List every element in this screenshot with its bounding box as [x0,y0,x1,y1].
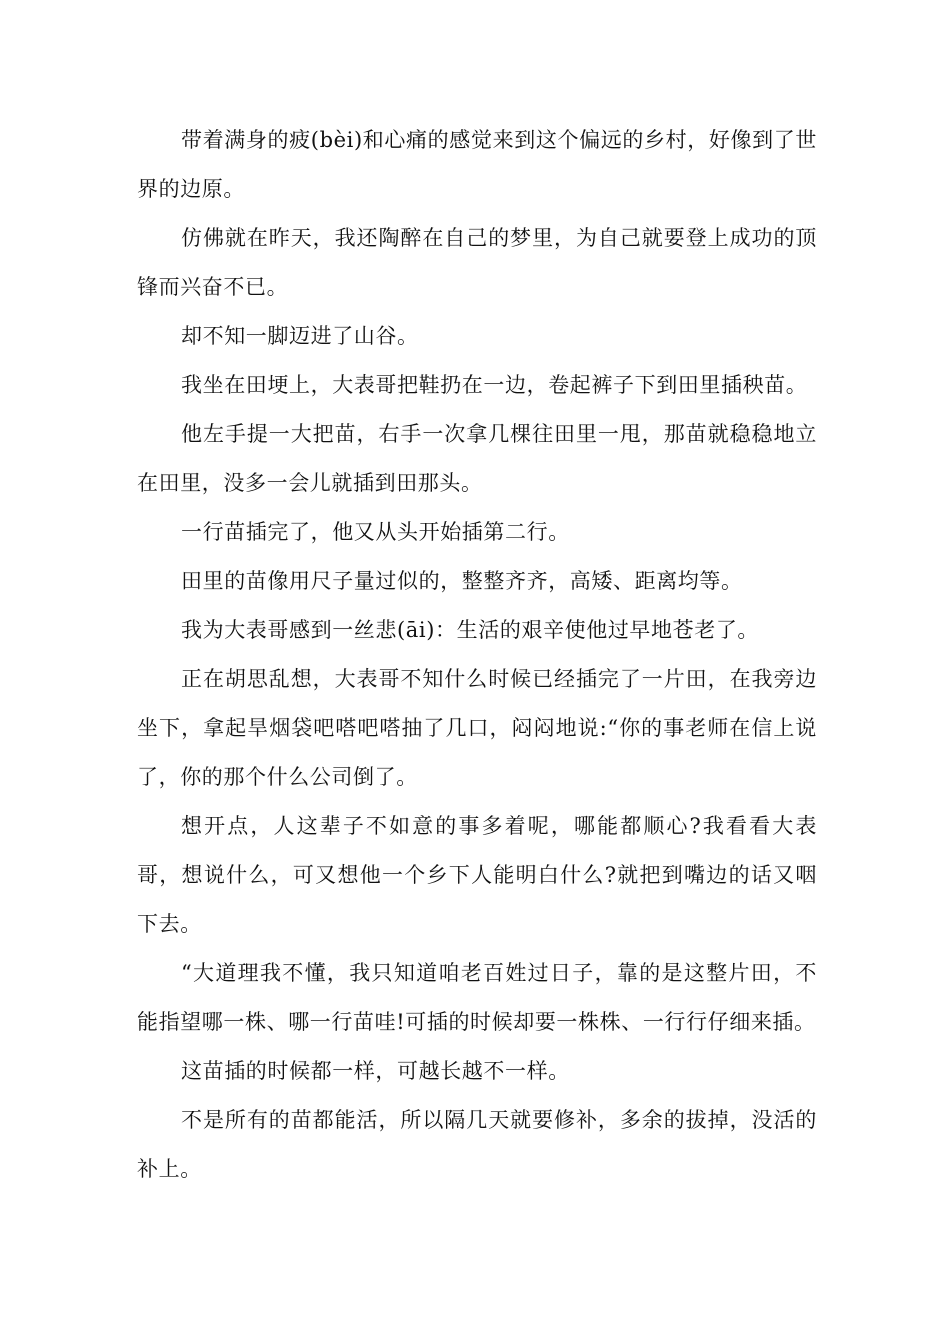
paragraph-9: 正在胡思乱想，大表哥不知什么时候已经插完了一片田，在我旁边坐下，拿起旱烟袋吧嗒吧嗒抽了几口，闷闷地说:“你的事老师在信上说了，你的那个什么公司倒了。 [137,667,817,789]
paragraph-6: 一行苗插完了，他又从头开始插第二行。 [181,520,570,544]
paragraph-4: 我坐在田埂上，大表哥把鞋扔在一边，卷起裤子下到田里插秧苗。 [181,373,808,397]
paragraph-10: 想开点，人这辈子不如意的事多着呢，哪能都顺心?我看看大表哥，想说什么，可又想他一个乡下人能明白什么?就把到嘴边的话又咽下去。 [137,814,817,936]
paragraph-1: 带着满身的疲(bèi)和心痛的感觉来到这个偏远的乡村，好像到了世界的边原。 [137,128,817,201]
paragraph-2: 仿佛就在昨天，我还陶醉在自己的梦里，为自己就要登上成功的顶锋而兴奋不已。 [137,226,817,299]
paragraph-11: “大道理我不懂，我只知道咱老百姓过日子，靠的是这整片田，不能指望哪一株、哪一行苗哇!可插的时候却要一株株、一行行仔细来插。 [137,961,817,1034]
paragraph-5: 他左手提一大把苗，右手一次拿几棵往田里一甩，那苗就稳稳地立在田里，没多一会儿就插到田那头。 [137,422,817,495]
paragraph-12: 这苗插的时候都一样，可越长越不一样。 [181,1059,570,1083]
document-body [137,116,817,1194]
paragraph-3: 却不知一脚迈进了山谷。 [181,324,419,348]
paragraph-7: 田里的苗像用尺子量过似的，整整齐齐，高矮、距离均等。 [181,569,743,593]
paragraph-8: 我为大表哥感到一丝悲(āi)：生活的艰辛使他过早地苍老了。 [181,618,760,642]
paragraph-13: 不是所有的苗都能活，所以隔几天就要修补，多余的拔掉，没活的补上。 [137,1108,817,1181]
